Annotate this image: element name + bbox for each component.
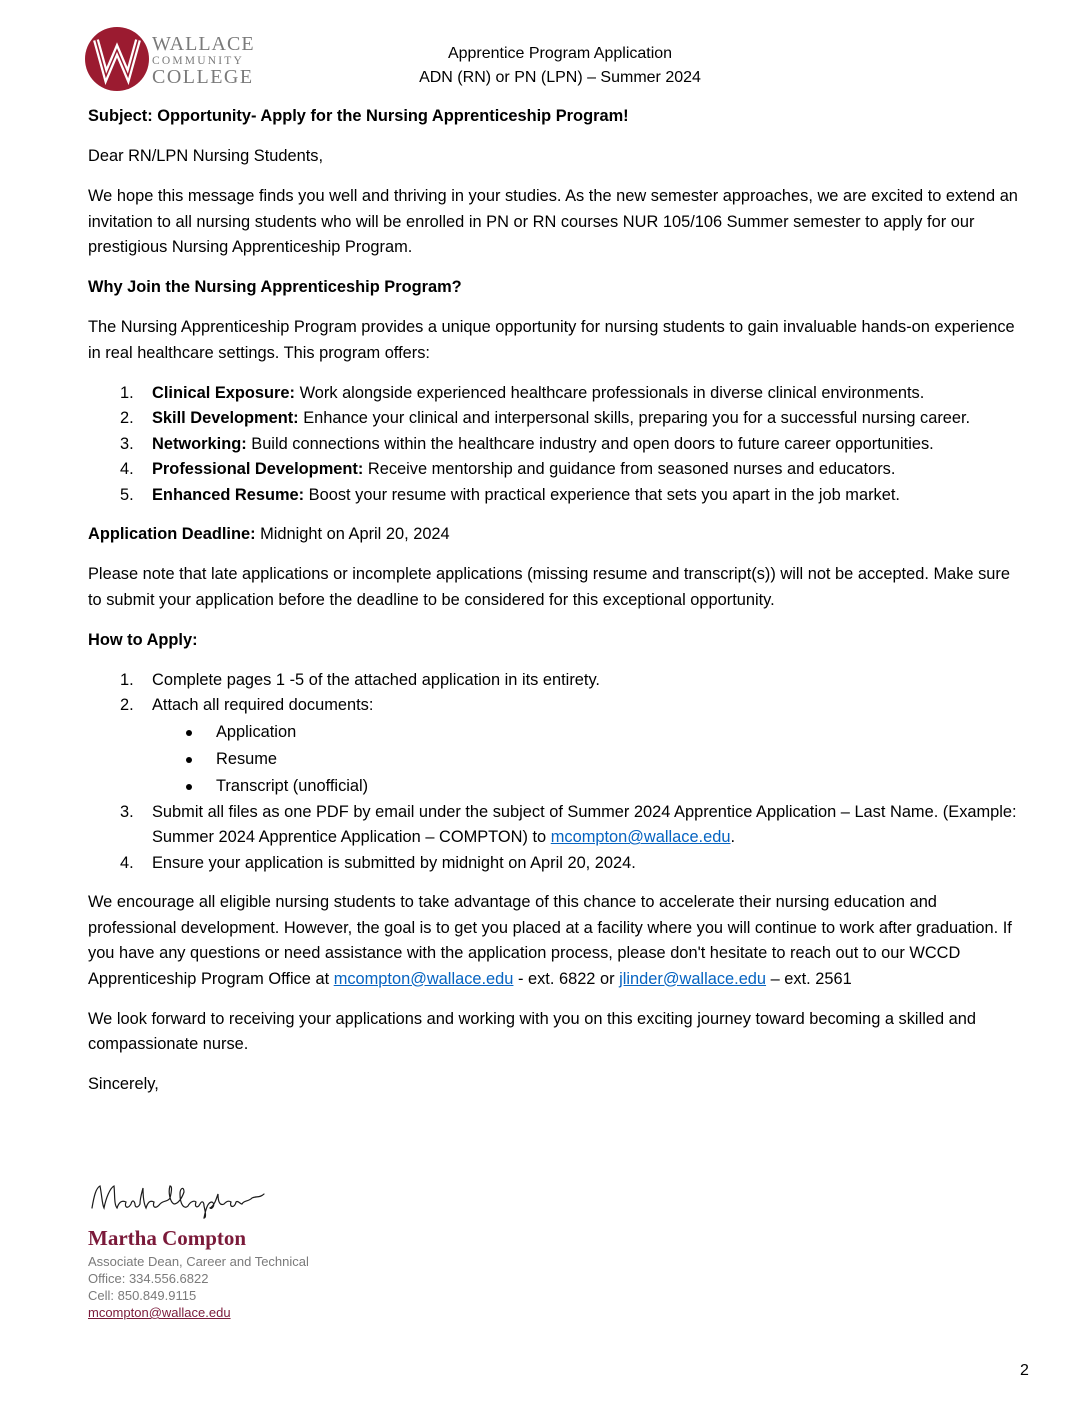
list-item: 1. Complete pages 1 -5 of the attached application in its entirety. [120, 670, 600, 689]
email-link[interactable]: mcompton@wallace.edu [333, 969, 514, 988]
letter-body [88, 104, 1028, 1112]
page-number: 2 [1020, 1362, 1029, 1379]
logo-wordmark [152, 34, 255, 87]
sincerely: Sincerely, [88, 1075, 159, 1093]
intro-paragraph: We hope this message finds you well and thriving in your studies. As the new semester approaches, we are excited to extend an invitation to all nursing students who will be enrolled in PN or RN courses NUR 105/106 Summer semester to apply for our prestigious Nursing Apprenticeship Program. [88, 187, 1018, 256]
bullet-icon [186, 757, 192, 763]
signature-cell: Cell: 850.849.9115 [88, 1288, 197, 1303]
list-item: 2. Attach all required documents: Application Resume Transcript (unofficial) [88, 693, 1028, 800]
handwritten-signature [88, 1178, 268, 1222]
signature-name: Martha Compton [88, 1226, 247, 1250]
list-item: 4. Professional Development: Receive mentorship and guidance from seasoned nurses and educators. [120, 460, 896, 478]
encourage-paragraph: We encourage all eligible nursing students to take advantage of this chance to accelerate their nursing education and professional development. However, the goal is to get you placed at a facility where you will continue to work after graduation. If you have any questions or need assistance with the application process, please don't hesitate to reach out to our WCCD Apprenticeship Program Office at mcompton@wallace.edu - ext. 6822 or jlinder@wallace.edu – ext. 2561 [88, 893, 1012, 988]
list-item: 5. Enhanced Resume: Boost your resume with practical experience that sets you apart in the job market. [120, 485, 900, 504]
how-heading: How to Apply: [88, 630, 198, 649]
bullet-icon [186, 784, 192, 790]
why-heading: Why Join the Nursing Apprenticeship Program? [88, 278, 462, 296]
logo-line-2: COMMUNITY [152, 55, 244, 67]
documents-list [152, 719, 1028, 800]
email-link[interactable]: jlinder@wallace.edu [619, 969, 767, 988]
signature-title: Associate Dean, Career and Technical [88, 1254, 309, 1269]
college-logo [84, 26, 284, 94]
closing-paragraph: We look forward to receiving your applications and working with you on this exciting journey toward becoming a skilled and compassionate nurse. [88, 1009, 976, 1053]
signature-details [88, 1253, 309, 1321]
list-item: Transcript (unofficial) [152, 773, 1028, 800]
greeting: Dear RN/LPN Nursing Students, [88, 147, 324, 165]
steps-list [88, 668, 1028, 877]
signature-office: Office: 334.556.6822 [88, 1271, 209, 1286]
list-item: 4. Ensure your application is submitted by midnight on April 20, 2024. [120, 853, 636, 872]
list-item: 3. Networking: Build connections within the healthcare industry and open doors to future career opportunities. [120, 434, 934, 453]
list-item: Application [152, 719, 1028, 746]
header-subtitle: ADN (RN) or PN (LPN) – Summer 2024 [419, 69, 701, 86]
subject-line: Subject: Opportunity- Apply for the Nursing Apprenticeship Program! [88, 107, 629, 125]
list-item: 3. Submit all files as one PDF by email under the subject of Summer 2024 Apprentice Application – Last Name. (Example: Summer 2024 Apprentice Application – COMPTON) to mcompton@wallace.edu. [120, 802, 1017, 846]
deadline-line: Application Deadline: Midnight on April 20, 2024 [88, 525, 450, 543]
logo-emblem-icon [84, 26, 150, 92]
bullet-icon [186, 730, 192, 736]
benefits-list [88, 381, 1028, 509]
logo-line-1: WALLACE [152, 33, 255, 55]
signature-email-link[interactable]: mcompton@wallace.edu [88, 1305, 231, 1320]
header-title: Apprentice Program Application [447, 45, 673, 62]
logo-line-3: COLLEGE [152, 66, 254, 88]
list-item: 2. Skill Development: Enhance your clinical and interpersonal skills, preparing you for a successful nursing career. [120, 409, 971, 427]
document-header [360, 42, 760, 90]
why-intro-paragraph: The Nursing Apprenticeship Program provides a unique opportunity for nursing students to gain invaluable hands-on experience in real healthcare settings. This program offers: [88, 318, 1015, 362]
email-link[interactable]: mcompton@wallace.edu [550, 828, 731, 846]
list-item: Resume [152, 746, 1028, 773]
list-item: 1. Clinical Exposure: Work alongside experienced healthcare professionals in diverse clinical environments. [120, 383, 925, 402]
late-note-paragraph: Please note that late applications or incomplete applications (missing resume and transcript(s)) will not be accepted. Make sure to submit your application before the deadline to be considered for this exceptional opportunity. [88, 565, 1010, 609]
